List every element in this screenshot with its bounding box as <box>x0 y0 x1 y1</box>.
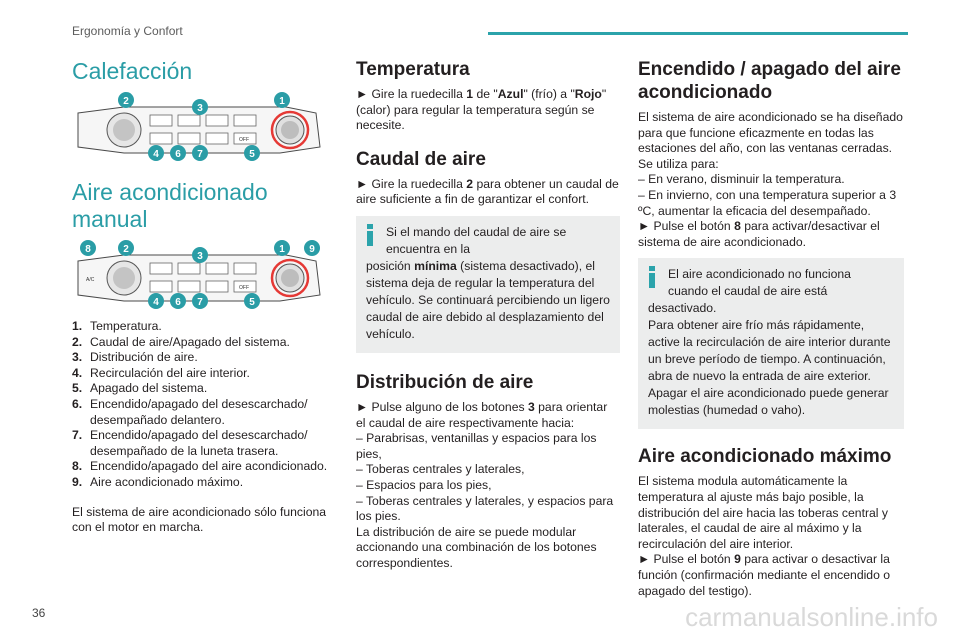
distribution-item: – Toberas centrales y laterales, y espacios para los pies. <box>356 493 614 524</box>
legend-item: 6. Encendido/apagado del desescarchado/ desempañado delantero. <box>72 396 308 427</box>
callout-9 <box>304 240 320 256</box>
ac-intro: El sistema de aire acondicionado se ha diseñado para que funcione eficazmente en todas las estaciones del año, con las ventanas cerradas. <box>638 110 903 156</box>
header-accent-bar <box>488 32 908 35</box>
svg-text:6: 6 <box>175 297 181 308</box>
heading-heating: Calefacción <box>72 58 193 84</box>
temperature-dial <box>272 112 308 148</box>
max-ac-press-instruction: ► Pulse el botón 9 para activar o desactivar la función (confirmación mediante el encendido o apagado del testigo). <box>638 552 891 598</box>
distribution-instruction: ► Pulse alguno de los botones 3 para orientar el caudal de aire respectivamente hacia: <box>356 399 608 430</box>
callout-1 <box>274 240 290 256</box>
column-right <box>638 58 904 599</box>
heading-max-ac: Aire acondicionado máximo <box>638 446 892 468</box>
svg-text:5: 5 <box>249 149 255 160</box>
svg-text:1: 1 <box>279 96 285 107</box>
column-left <box>72 58 328 536</box>
heading-temperature: Temperatura <box>356 59 470 80</box>
legend-item: 8. Encendido/apagado del aire acondicionado. <box>72 459 328 474</box>
svg-text:8: 8 <box>85 244 91 255</box>
air-flow-dial <box>107 113 141 147</box>
callout-2 <box>118 240 134 256</box>
heading-air-distribution: Distribución de aire <box>356 371 534 393</box>
off-label: OFF <box>239 137 249 143</box>
callout-1 <box>274 92 290 108</box>
air-flow-info-note: Si el mando del caudal de aire se encuentra en la posición mínima (sistema desactivado), el sistema deja de regular la temperatura del vehículo. Se continuará percibiendo un ligero caudal de aire debido al desplazamiento del vehículo. <box>356 216 620 353</box>
info-icon <box>366 224 374 246</box>
svg-text:5: 5 <box>249 297 255 308</box>
svg-text:6: 6 <box>175 149 181 160</box>
svg-text:3: 3 <box>197 103 203 114</box>
callout-2 <box>118 92 134 108</box>
svg-text:7: 7 <box>197 149 203 160</box>
air-flow-dial <box>107 261 141 295</box>
legend-item: 4. Recirculación del aire interior. <box>72 365 250 380</box>
callout-7 <box>192 145 208 161</box>
ac-label: A/C <box>86 277 95 283</box>
callout-6 <box>170 293 186 309</box>
callout-3 <box>192 247 208 263</box>
svg-text:3: 3 <box>197 251 203 262</box>
distribution-item: – Espacios para los pies, <box>356 477 492 492</box>
section-title: Ergonomía y Confort <box>72 24 183 38</box>
callout-5 <box>244 145 260 161</box>
svg-text:1: 1 <box>279 244 285 255</box>
ac-panel-illustration <box>72 237 328 309</box>
off-label: OFF <box>239 285 249 291</box>
callout-8 <box>80 240 96 256</box>
watermark: carmanualsonline.info <box>685 602 938 632</box>
legend-list <box>72 319 328 491</box>
ac-press-instruction: ► Pulse el botón 8 para activar/desactivar el sistema de aire acondicionado. <box>638 219 880 249</box>
max-ac-description: El sistema modula automáticamente la temperatura al ajuste más bajo posible, la distribución del aire hacia las toberas central y laterales, el caudal de aire al máximo y la recirculación del aire interior. <box>638 474 888 551</box>
ac-use-label: Se utiliza para: <box>638 156 719 171</box>
heading-ac-manual: Aire acondicionado manual <box>72 179 268 232</box>
distribution-closing: La distribución de aire se puede modular accionando una combinación de los botones correspondientes. <box>356 524 597 570</box>
callout-6 <box>170 145 186 161</box>
temperature-instruction: ► Gire la ruedecilla 1 de "Azul" (frío) a "Rojo" (calor) para regular la temperatura según se necesite. <box>356 87 607 133</box>
engine-running-note: El sistema de aire acondicionado sólo funciona con el motor en marcha. <box>72 504 327 535</box>
callout-7 <box>192 293 208 309</box>
legend-item: 1. Temperatura. <box>72 319 162 333</box>
legend-item: 5. Apagado del sistema. <box>72 381 208 396</box>
svg-text:9: 9 <box>309 244 315 255</box>
distribution-item: – Toberas centrales y laterales, <box>356 462 525 477</box>
legend-item: 7. Encendido/apagado del desescarchado/ desempañado de la luneta trasera. <box>72 428 308 458</box>
heating-panel-illustration <box>72 89 328 161</box>
svg-text:4: 4 <box>153 149 159 160</box>
callout-4 <box>148 293 164 309</box>
legend-item: 3. Distribución de aire. <box>72 350 198 365</box>
column-middle <box>356 58 620 572</box>
svg-text:4: 4 <box>153 297 159 308</box>
distribution-item: – Parabrisas, ventanillas y espacios para los pies, <box>356 431 597 461</box>
callout-5 <box>244 293 260 309</box>
temperature-dial <box>272 260 308 296</box>
callout-4 <box>148 145 164 161</box>
ac-use-item: – En invierno, con una temperatura superior a 3 ºC, aumentar la eficacia del desempañado. <box>638 187 897 218</box>
air-flow-instruction: ► Gire la ruedecilla 2 para obtener un caudal de aire suficiente a fin de garantizar el confort. <box>356 176 619 207</box>
ac-use-item: – En verano, disminuir la temperatura. <box>638 172 845 187</box>
svg-text:7: 7 <box>197 297 203 308</box>
heading-ac-on-off: Encendido / apagado del aire acondicionado <box>638 59 901 103</box>
ac-info-note: El aire acondicionado no funciona cuando el caudal de aire está desactivado. Para obtener aire frío más rápidamente, active la recirculación de aire interior durante un breve período de tiempo. A continuación, abra de nuevo la entrada de aire exterior. Apagar el aire acondicionado puede generar molestias (humedad o vaho). <box>638 258 904 429</box>
callout-3 <box>192 99 208 115</box>
info-icon <box>648 266 656 288</box>
svg-text:2: 2 <box>123 244 129 255</box>
heading-air-flow: Caudal de aire <box>356 148 486 170</box>
legend-item: 2. Caudal de aire/Apagado del sistema. <box>72 334 290 349</box>
legend-item: 9. Aire acondicionado máximo. <box>72 474 244 489</box>
svg-text:2: 2 <box>123 96 129 107</box>
page-number: 36 <box>32 606 46 620</box>
